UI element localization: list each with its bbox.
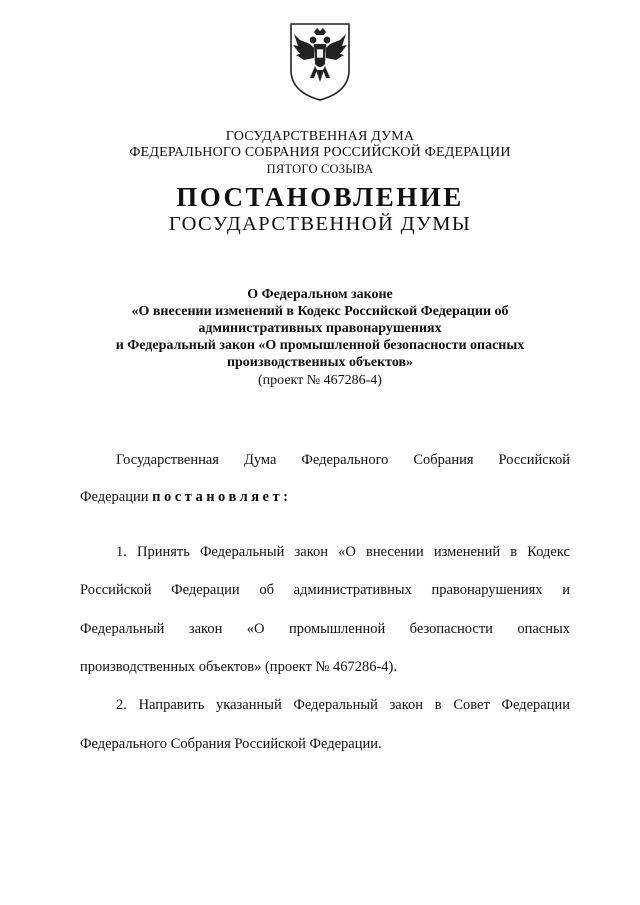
document-organ-heading: ГОСУДАРСТВЕННОЙ ДУМЫ (168, 213, 472, 235)
preamble-line-2 (80, 488, 570, 506)
document-type-heading: ПОСТАНОВЛЕНИЕ (176, 182, 464, 212)
project-number: (проект № 467286-4) (258, 373, 382, 388)
issuer-line-1: ГОСУДАРСТВЕННАЯ ДУМА (225, 129, 415, 144)
issuer-line-3: ПЯТОГО СОЗЫВА (266, 162, 374, 176)
preamble-line-1: Государственная Дума Федерального Собрания Российской (116, 452, 570, 468)
preamble-verb: постановляет: (152, 489, 292, 505)
item-1-line-3: Федеральный закон «О промышленной безопасности опасных (80, 621, 570, 637)
item-2-line-1: 2. Направить указанный Федеральный закон в Совет Федерации (116, 697, 570, 713)
item-1-line-2: Российской Федерации об административных правонарушениях и (80, 582, 570, 598)
subject-line-2: «О внесении изменений в Кодекс Российской Федерации об (131, 304, 509, 319)
item-1-line-4: производственных объектов» (проект № 467286-4). (80, 659, 397, 675)
preamble-start: Федерации (80, 489, 153, 505)
issuer-line-2: ФЕДЕРАЛЬНОГО СОБРАНИЯ РОССИЙСКОЙ ФЕДЕРАЦИИ (129, 145, 511, 160)
item-1-line-1: 1. Принять Федеральный закон «О внесении изменений в Кодекс (116, 544, 570, 560)
item-2-line-2: Федерального Собрания Российской Федерации. (80, 736, 382, 752)
subject-line-5: производственных объектов» (226, 355, 414, 370)
subject-line-3: административных правонарушениях (198, 321, 442, 336)
state-emblem-icon (288, 20, 352, 102)
subject-line-1: О Федеральном законе (247, 287, 393, 302)
subject-line-4: и Федеральный закон «О промышленной безопасности опасных (115, 338, 525, 353)
